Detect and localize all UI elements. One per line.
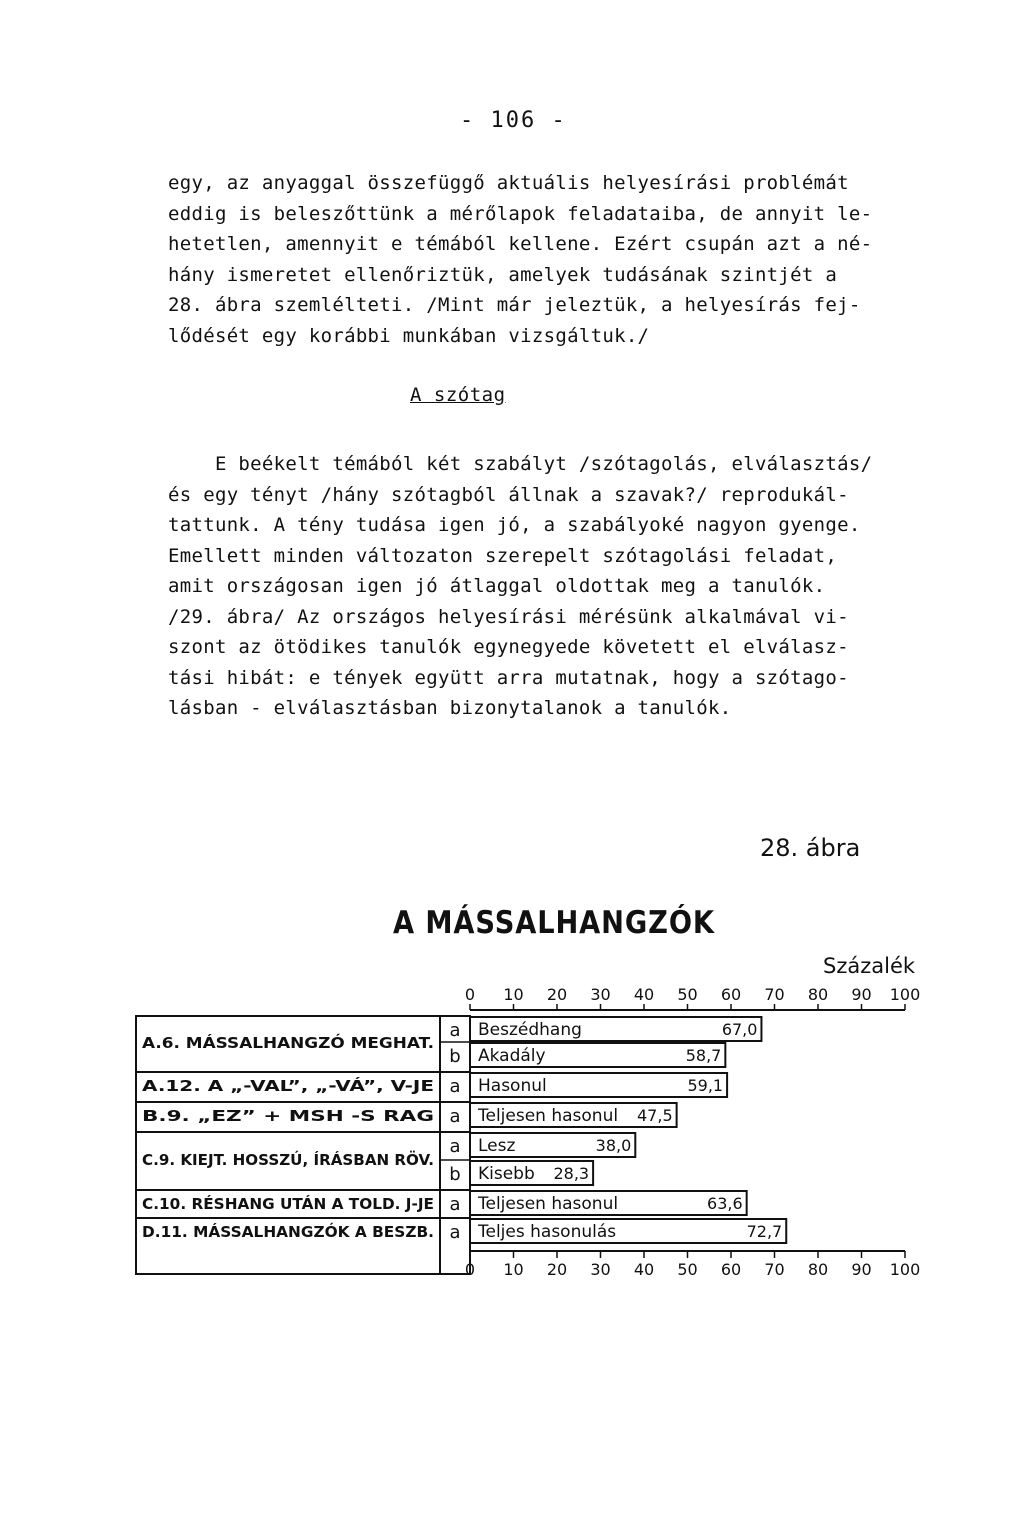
bar-value-label: 59,1: [687, 1076, 724, 1095]
bar: [470, 1161, 593, 1185]
bottom-tick-label: 80: [807, 1260, 829, 1279]
paragraph-2-line: tattunk. A tény tudása igen jó, a szabályoké nagyon gyenge.: [168, 514, 861, 536]
label-table-frame: [136, 1016, 470, 1274]
chart-title: A MÁSSALHANGZÓK: [393, 905, 715, 941]
row-letter: b: [449, 1164, 461, 1185]
bottom-tick-label: 70: [764, 1260, 785, 1279]
top-tick-label: 20: [546, 985, 568, 1004]
bar: [470, 1191, 747, 1215]
bar: [470, 1073, 727, 1097]
paragraph-1-line: 28. ábra szemlélteti. /Mint már jeleztük, a helyesírás fej-: [168, 294, 861, 316]
bottom-tick-label: 10: [503, 1260, 524, 1279]
top-tick-label: 70: [764, 985, 785, 1004]
bar: [470, 1043, 725, 1067]
bar-name-label: Teljesen hasonul: [478, 1106, 619, 1126]
paragraph-2-line: amit országosan igen jó átlaggal oldottak meg a tanulók.: [168, 575, 826, 597]
body-paragraph-2: [168, 449, 958, 724]
bar-value-label: 38,0: [595, 1136, 632, 1155]
bar: [470, 1133, 635, 1157]
top-tick-label: 40: [633, 985, 655, 1004]
bottom-tick-label: 40: [633, 1260, 655, 1279]
bar-name-label: Lesz: [478, 1136, 516, 1156]
bar-value-label: 67,0: [721, 1020, 758, 1039]
bar-name-label: Beszédhang: [478, 1020, 582, 1040]
top-tick-label: 90: [851, 985, 872, 1004]
paragraph-2-line: /29. ábra/ Az országos helyesírási mérésünk alkalmával vi-: [168, 605, 849, 628]
bottom-tick-label: 60: [720, 1260, 742, 1279]
row-letter: b: [449, 1046, 461, 1067]
row-letter: a: [449, 1222, 461, 1243]
bottom-tick-label: 90: [851, 1260, 872, 1279]
bottom-tick-label: 100: [889, 1260, 921, 1279]
row-letter: a: [449, 1020, 461, 1041]
bottom-tick-label: 0: [464, 1260, 476, 1279]
top-tick-label: 100: [889, 985, 921, 1004]
bar-name-label: Teljes hasonulás: [478, 1222, 617, 1242]
paragraph-1-line: egy, az anyaggal összefüggő aktuális helyesírási problémát: [168, 172, 849, 194]
group-label: B.9. „EZ” + MSH -S RAG: [142, 1107, 434, 1125]
group-label: C.9. KIEJT. HOSSZÚ, ÍRÁSBAN RÖV.: [142, 1151, 432, 1169]
paragraph-2-line: és egy tényt /hány szótagból állnak a szavak?/ reprodukál-: [168, 483, 849, 506]
figure-label: 28. ábra: [760, 834, 861, 862]
section-heading: A szótag: [410, 384, 506, 406]
bar-name-label: Kisebb: [478, 1164, 535, 1184]
top-tick-label: 80: [807, 985, 829, 1004]
group-label: C.10. RÉSHANG UTÁN A TOLD. J-JE: [142, 1195, 429, 1213]
bar: [470, 1103, 677, 1127]
bar-name-label: Akadály: [478, 1046, 546, 1066]
bar-value-label: 58,7: [685, 1046, 722, 1065]
top-tick-label: 0: [464, 985, 476, 1004]
bar-value-label: 63,6: [707, 1194, 743, 1213]
bar-name-label: Hasonul: [478, 1076, 547, 1096]
row-letter: a: [449, 1194, 461, 1215]
group-label: D.11. MÁSSALHANGZÓK A BESZB.: [142, 1223, 428, 1241]
paragraph-1-line: hány ismeretet ellenőriztük, amelyek tudásának szintjét a: [168, 263, 838, 286]
bar-value-label: 72,7: [746, 1222, 783, 1241]
row-letter: a: [449, 1136, 461, 1157]
row-letter: a: [449, 1106, 461, 1127]
paragraph-1-line: hetetlen, amennyit e témából kellene. Ezért csupán azt a né-: [168, 233, 873, 255]
group-label: A.6. MÁSSALHANGZÓ MEGHAT.: [142, 1034, 402, 1052]
top-tick-label: 30: [590, 985, 611, 1004]
bottom-tick-label: 20: [546, 1260, 568, 1279]
group-label: A.12. A „-VAL”, „-VÁ”, V-JE: [142, 1077, 362, 1095]
paragraph-2-line: E beékelt témából két szabályt /szótagolás, elválasztás/: [168, 453, 873, 475]
paragraph-1-line: eddig is beleszőttünk a mérőlapok feladataiba, de annyit le-: [168, 202, 873, 225]
body-paragraph-1: [168, 168, 958, 351]
chart-unit-label: Százalék: [823, 954, 916, 978]
paragraph-2-line: lásban - elválasztásban bizonytalanok a tanulók.: [168, 697, 732, 719]
bar-value-label: 47,5: [637, 1106, 673, 1125]
bottom-tick-label: 50: [677, 1260, 698, 1279]
top-tick-label: 10: [503, 985, 524, 1004]
top-tick-label: 50: [677, 985, 698, 1004]
top-tick-label: 60: [720, 985, 742, 1004]
bottom-tick-label: 30: [590, 1260, 611, 1279]
paragraph-2-line: Emellett minden változaton szerepelt szótagolási feladat,: [168, 544, 838, 567]
bar: [470, 1219, 786, 1243]
paragraph-2-line: szont az ötödikes tanulók egynegyede követett el elválasz-: [168, 636, 849, 658]
page-number: - 106 -: [460, 108, 567, 133]
bar: [470, 1017, 761, 1041]
bar-name-label: Teljesen hasonul: [478, 1194, 619, 1214]
row-letter: a: [449, 1076, 461, 1097]
paragraph-1-line: lődését egy korábbi munkában vizsgáltuk./: [168, 324, 650, 347]
paragraph-2-line: tási hibát: e tények együtt arra mutatnak, hogy a szótago-: [168, 666, 849, 689]
bar-value-label: 28,3: [553, 1164, 590, 1183]
